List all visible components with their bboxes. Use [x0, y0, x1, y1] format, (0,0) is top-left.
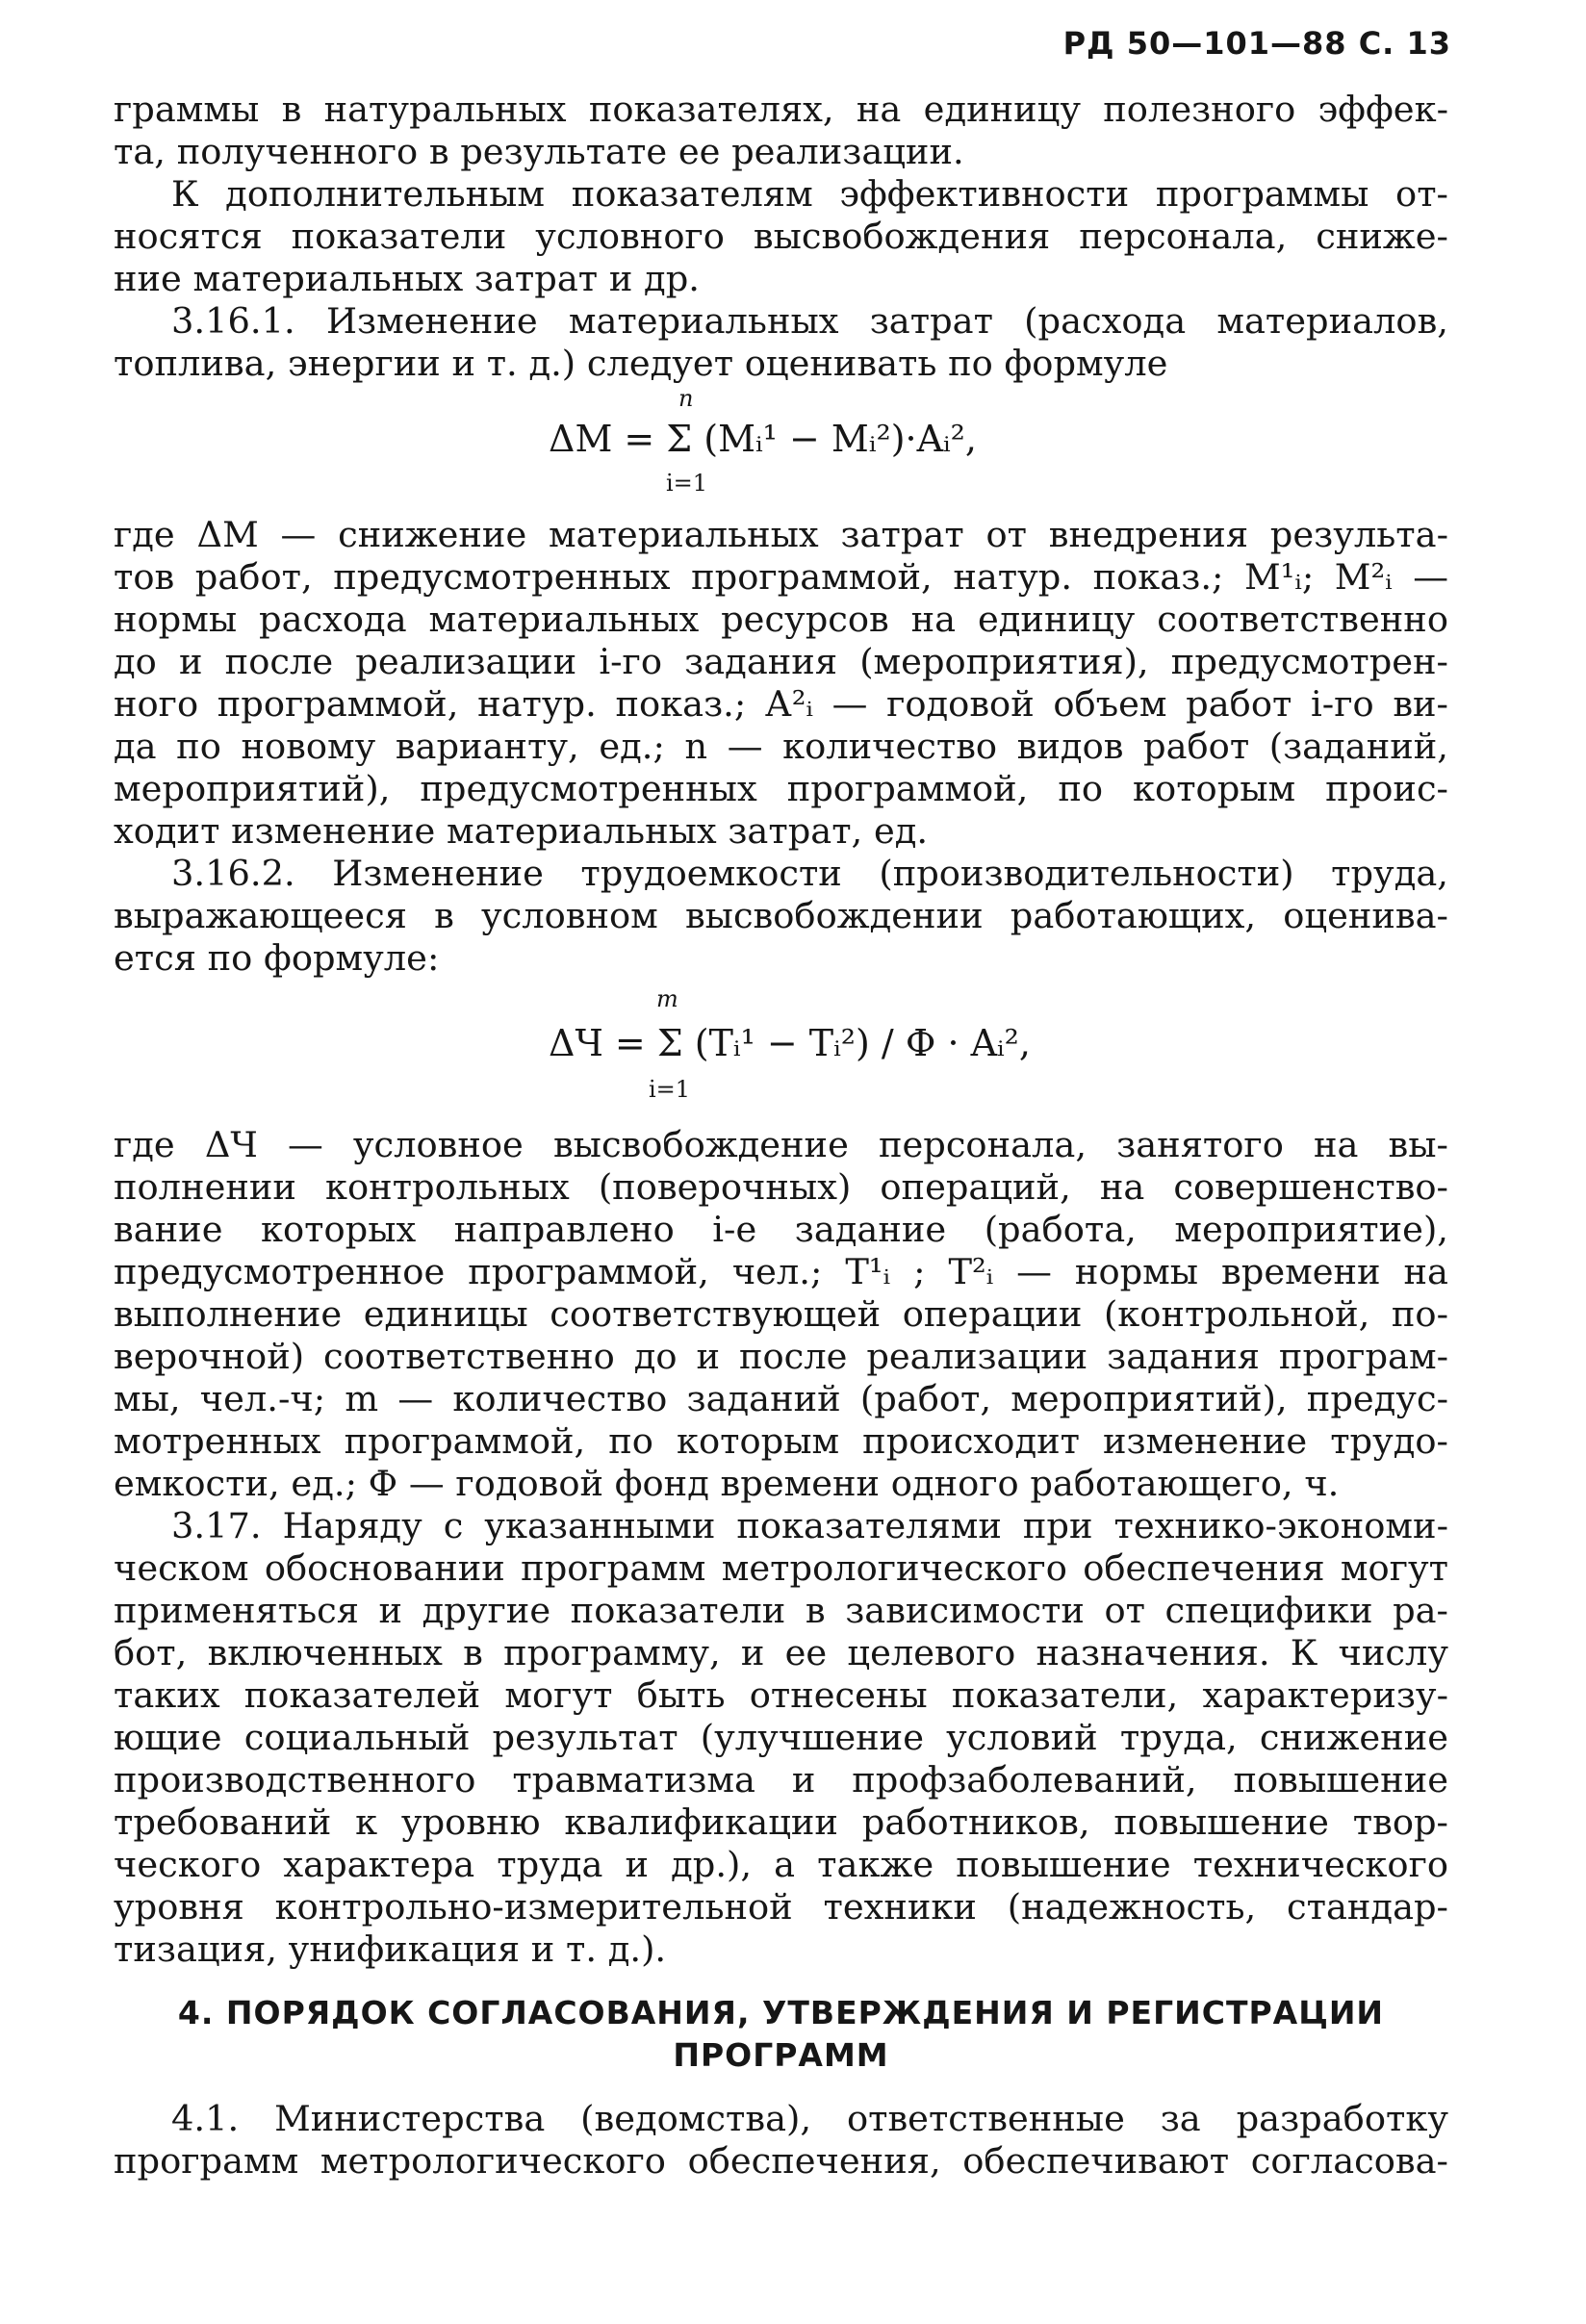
text-line: ется по формуле: [114, 937, 440, 979]
text-line: топлива, энергии и т. д.) следует оценивать по формуле [114, 343, 1168, 384]
text-line: производственного травматизма и профзаболеваний, повышение [114, 1759, 1448, 1800]
text-line: уровня контрольно-измерительной техники (надежность, стандар- [114, 1886, 1448, 1928]
sum-upper-limit: n [678, 385, 694, 412]
text-line: выполнение единицы соответствующей операции (контрольной, по- [114, 1293, 1448, 1335]
text-line: К дополнительным показателям эффективности программы от- [171, 173, 1448, 215]
text-line: вание которых направлено i-е задание (работа, мероприятие), [114, 1209, 1448, 1250]
paragraph-1 [114, 89, 1448, 173]
text-line: ние материальных затрат и др. [114, 258, 700, 299]
sum-lower-limit: i=1 [666, 470, 708, 497]
paragraph-3-17 [114, 1505, 1448, 1971]
page-header: РД 50—101—88 С. 13 [1062, 25, 1451, 62]
text-line: таких показателей могут быть отнесены показатели, характеризу- [114, 1674, 1448, 1716]
text-line: та, полученного в результате ее реализации. [114, 131, 964, 172]
paragraph-3-16-1 [114, 300, 1448, 385]
formula-expression: ΔM = Σ (Mᵢ¹ − Mᵢ²)·Aᵢ², [549, 418, 977, 460]
text-line: ческого характера труда и др.), а также повышение технического [114, 1844, 1448, 1885]
section-heading-line: ПРОГРАММ [673, 2036, 889, 2074]
document-body [114, 89, 1448, 2183]
text-line: 3.17. Наряду с указанными показателями при технико-экономи- [171, 1505, 1448, 1546]
text-line: полнении контрольных (поверочных) операций, на совершенство- [114, 1166, 1448, 1208]
formula-delta-ch [114, 980, 1448, 1124]
paragraph-4 [114, 514, 1448, 853]
text-line: мы, чел.-ч; m — количество заданий (работ, мероприятий), предус- [114, 1378, 1448, 1419]
text-line: граммы в натуральных показателях, на единицу полезного эффек- [114, 89, 1448, 130]
formula-delta-m [114, 385, 1448, 514]
sum-upper-limit: m [656, 985, 678, 1012]
formula-expression: ΔЧ = Σ (Tᵢ¹ − Tᵢ²) / Ф · Aᵢ², [549, 1022, 1031, 1064]
section-heading [114, 1992, 1448, 2077]
text-line: тизация, унификация и т. д.). [114, 1928, 667, 1970]
text-line: носятся показатели условного высвобождения персонала, сниже- [114, 216, 1448, 257]
text-line: ного программой, натур. показ.; А²ᵢ — годовой объем работ i-го ви- [114, 683, 1448, 725]
text-line: ющие социальный результат (улучшение условий труда, снижение [114, 1717, 1448, 1758]
paragraph-6 [114, 1124, 1448, 1505]
text-line: ходит изменение материальных затрат, ед. [114, 810, 929, 852]
text-line: до и после реализации i-го задания (мероприятия), предусмотрен- [114, 641, 1448, 682]
text-line: мероприятий), предусмотренных программой, по которым проис- [114, 768, 1448, 809]
text-line: тов работ, предусмотренных программой, натур. показ.; М¹ᵢ; М²ᵢ — [114, 556, 1448, 598]
text-line: да по новому варианту, ед.; n — количество видов работ (заданий, [114, 726, 1448, 767]
text-line: предусмотренное программой, чел.; Т¹ᵢ ; Т²ᵢ — нормы времени на [114, 1251, 1448, 1292]
text-line: мотренных программой, по которым происходит изменение трудо- [114, 1420, 1448, 1462]
text-line: верочной) соответственно до и после реализации задания програм- [114, 1336, 1448, 1377]
text-line: 3.16.2. Изменение трудоемкости (производительности) труда, [171, 853, 1448, 894]
text-line: выражающееся в условном высвобождении работающих, оценива- [114, 895, 1448, 936]
text-line: где ΔМ — снижение материальных затрат от внедрения результа- [114, 514, 1448, 555]
text-line: 4.1. Министерства (ведомства), ответственные за разработку [171, 2098, 1448, 2139]
sum-lower-limit: i=1 [649, 1076, 691, 1103]
paragraph-4-1 [114, 2098, 1448, 2183]
text-line: 3.16.1. Изменение материальных затрат (расхода материалов, [171, 300, 1448, 342]
text-line: где ΔЧ — условное высвобождение персонала, занятого на вы- [114, 1124, 1448, 1165]
section-heading-line: 4. ПОРЯДОК СОГЛАСОВАНИЯ, УТВЕРЖДЕНИЯ И РЕГИСТРАЦИИ [177, 1994, 1385, 2031]
paragraph-2 [114, 173, 1448, 300]
text-line: емкости, ед.; Ф — годовой фонд времени одного работающего, ч. [114, 1463, 1340, 1504]
text-line: бот, включенных в программу, и ее целевого назначения. К числу [114, 1632, 1448, 1673]
paragraph-3-16-2 [114, 853, 1448, 980]
text-line: программ метрологического обеспечения, обеспечивают согласова- [114, 2140, 1448, 2182]
text-line: ческом обосновании программ метрологического обеспечения могут [114, 1547, 1448, 1589]
text-line: нормы расхода материальных ресурсов на единицу соответственно [114, 599, 1448, 640]
text-line: требований к уровню квалификации работников, повышение твор- [114, 1801, 1448, 1843]
text-line: применяться и другие показатели в зависимости от специфики ра- [114, 1590, 1448, 1631]
